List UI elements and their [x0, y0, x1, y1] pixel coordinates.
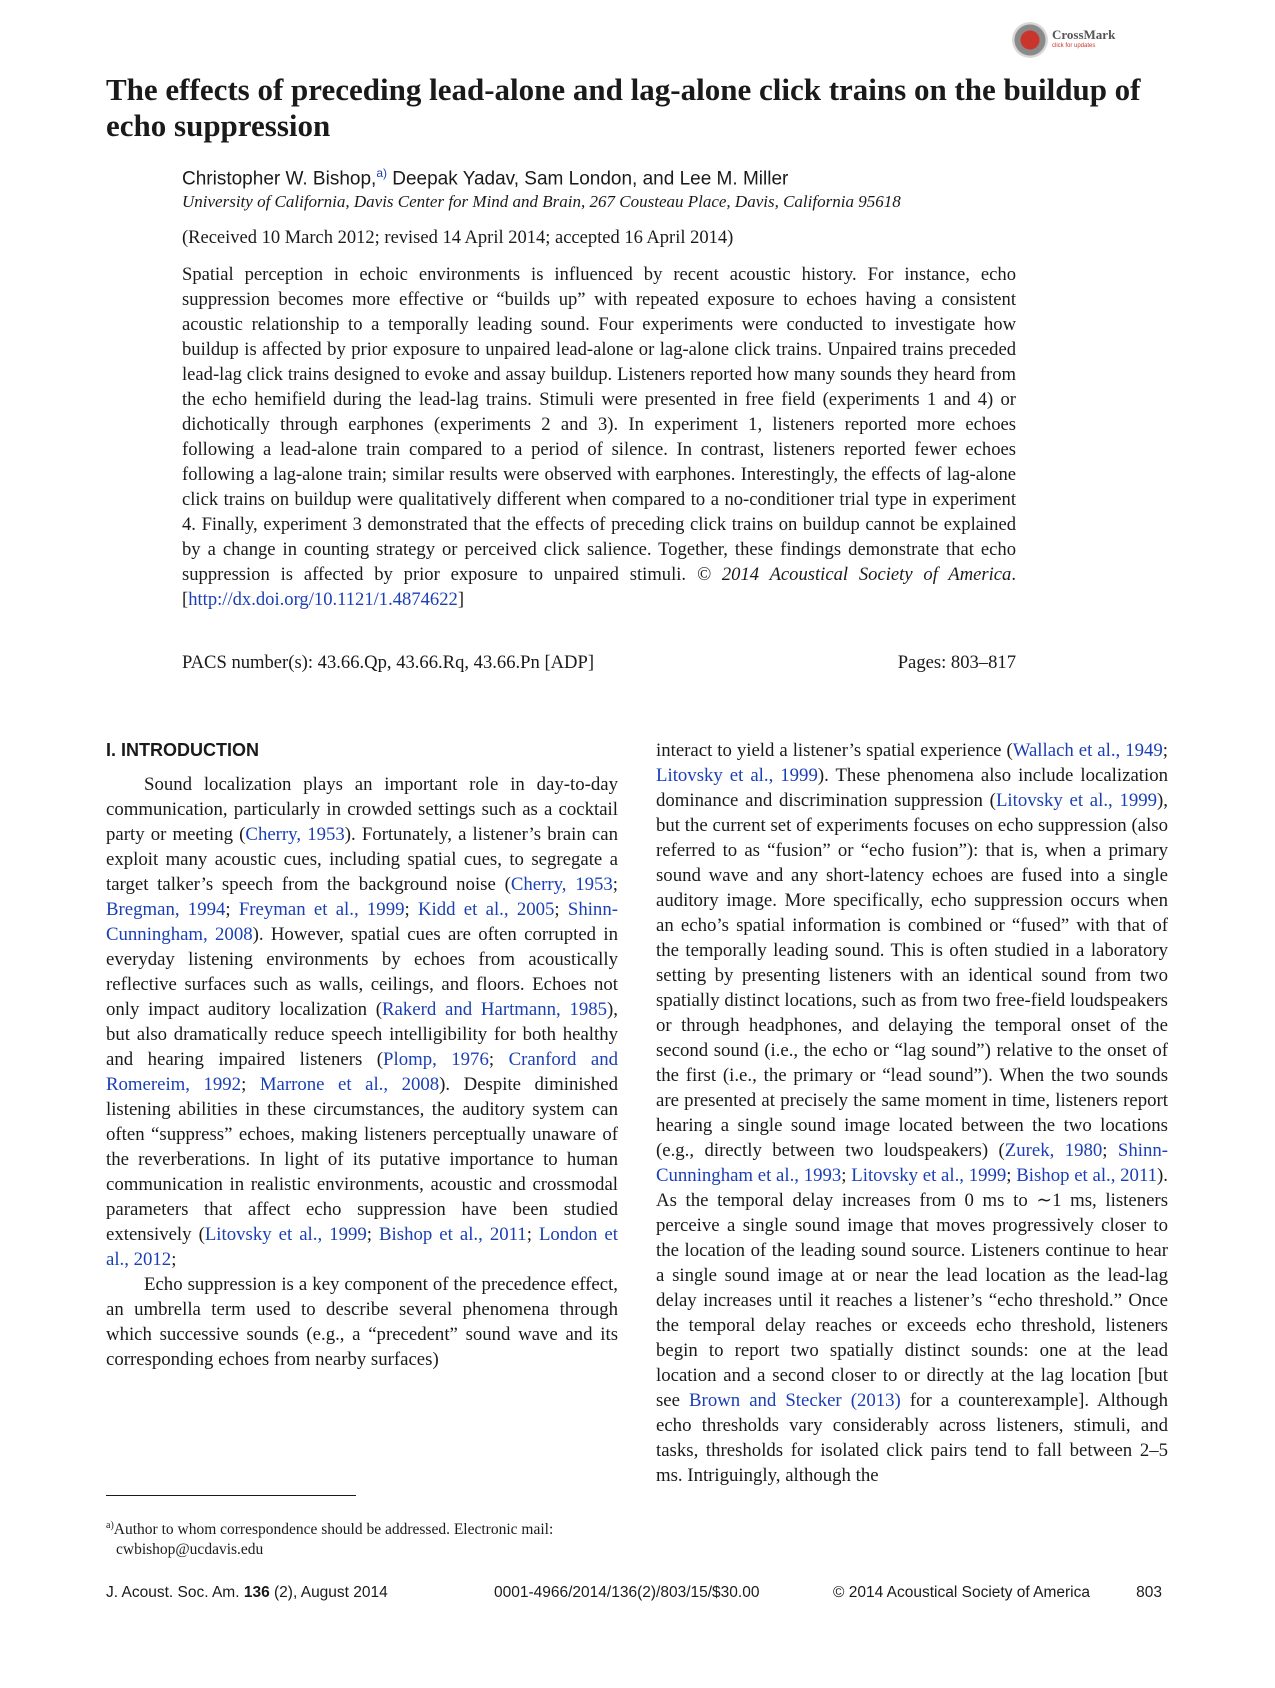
footnote: [106, 1516, 618, 1560]
issn-line: 0001-4966/2014/136(2)/803/15/$30.00: [494, 1584, 760, 1601]
body-text: interact to yield a listener’s spatial experience (: [656, 740, 1013, 761]
footnote-rule: [106, 1495, 356, 1496]
citation-link[interactable]: Litovsky et al., 1999: [995, 790, 1158, 811]
body-text: ;: [1006, 1165, 1017, 1186]
citation-link[interactable]: Bregman, 1994: [106, 899, 226, 920]
body-text: ). These phenomena also include localization dominance and discrimination suppression (: [656, 765, 1168, 811]
body-text: ;: [526, 1224, 539, 1245]
intro-paragraph-1: [106, 772, 618, 1272]
footnote-marker: a): [106, 1520, 114, 1531]
abstract-text: Spatial perception in echoic environments is influenced by recent acoustic history. For instance, echo suppression becomes more effective or “builds up” with repeated exposure to echoes having a consistent acoustic relationship to a temporally leading sound. Four experiments were conducted to investigate how buildup is affected by prior exposure to unpaired lead-alone or lag-alone click trains. Unpaired trains preceded lead-lag click trains designed to evoke and assay buildup. Listeners reported how many sounds they heard from the echo hemifield during the lead-lag trains. Stimuli were presented in free field (experiments 1 and 4) or dichotically through earphones (experiments 2 and 3). In experiment 1, listeners reported more echoes following a lead-alone train compared to a period of silence. In contrast, listeners reported fewer echoes following a lag-alone train; similar results were observed with earphones. Interestingly, the effects of lag-alone click trains on buildup were qualitatively different when compared to a no-conditioner trial type in experiment 4. Finally, experiment 3 demonstrated that the effects of preceding click trains on buildup cannot be explained by a change in counting strategy or perceived click salience. Together, these findings demonstrate that echo suppression is affected by prior exposure to unpaired stimuli.: [182, 264, 1016, 585]
doi-open: . [: [182, 564, 1017, 610]
crossmark-icon: [1012, 22, 1048, 58]
citation-link[interactable]: Cranford and Romereim, 1992: [106, 1049, 618, 1095]
intro-paragraph-2: Echo suppression is a key component of the precedence effect, an umbrella term used to describe several phenomena through which successive sounds (e.g., a “precedent” sound wave and its corresponding echoes from nearby surfaces): [106, 1274, 618, 1370]
body-text: ), but the current set of experiments focuses on echo suppression (also referred to as “fusion” or “echo fusion”): that is, when a primary sound wave and any short-latency echoes are fused into a single auditory image. More specifically, echo suppression occurs when an echo’s spatial information is combined or “fused” with that of the temporally leading sound. This is often studied in a laboratory setting by presenting listeners with an identical sound from two spatially distinct locations, such as from two free-field loudspeakers or through headphones, and delaying the temporal onset of the second sound (i.e., the echo or “lag sound”) relative to the onset of the first (i.e., the primary or “lead sound”). When the two sounds are presented at precisely the same moment in time, listeners report hearing a single sound image located between the two locations (e.g., directly between two loudspeakers) (: [656, 790, 1168, 1161]
footer-copyright: © 2014 Acoustical Society of America: [833, 1584, 1090, 1601]
body-text: ;: [1162, 740, 1168, 761]
journal-name: J. Acoust. Soc. Am.: [106, 1584, 244, 1601]
footnote-email[interactable]: cwbishop@ucdavis.edu: [116, 1541, 264, 1559]
body-text: for a counterexample]. Although echo thresholds vary considerably across listeners, stimuli, and tasks, thresholds for isolated click pairs tend to fall between 2–5 ms. Intriguingly, although the: [656, 1390, 1168, 1486]
doi-link[interactable]: http://dx.doi.org/10.1121/1.4874622: [188, 589, 458, 610]
body-text: ), but also dramatically reduce speech intelligibility for both healthy and hearing impaired listeners (: [106, 999, 618, 1070]
citation-link[interactable]: Zurek, 1980: [1004, 1140, 1103, 1161]
abstract: [182, 262, 1016, 612]
citation-link[interactable]: Litovsky et al., 1999: [656, 765, 818, 786]
citation-link[interactable]: Kidd et al., 2005: [417, 899, 555, 920]
right-column: [656, 738, 1168, 1488]
body-text: ). Fortunately, a listener’s brain can exploit many acoustic cues, including spatial cues, to segregate a target talker’s speech from the background noise (: [106, 824, 618, 895]
citation-link[interactable]: Shinn-Cunningham et al., 1993: [656, 1140, 1168, 1186]
crossmark-badge[interactable]: [1012, 22, 1122, 62]
citation-link[interactable]: Brown and Stecker (2013): [689, 1390, 901, 1411]
body-text: Sound localization plays an important role in day-to-day communication, particularly in crowded settings such as a cocktail party or meeting (: [106, 774, 618, 845]
citation-link[interactable]: Bishop et al., 2011: [1016, 1165, 1158, 1186]
citation-link[interactable]: Wallach et al., 1949: [1012, 740, 1163, 761]
citation-link[interactable]: Marrone et al., 2008: [259, 1074, 440, 1095]
abstract-copyright: © 2014 Acoustical Society of America: [696, 564, 1012, 585]
journal-volume: 136: [243, 1584, 270, 1601]
page-number: 803: [1136, 1584, 1162, 1601]
body-text: ;: [554, 899, 568, 920]
section-heading-introduction: I. INTRODUCTION: [106, 740, 259, 760]
crossmark-sublabel: click for updates: [1052, 43, 1096, 49]
author-list: [182, 166, 788, 190]
intro-paragraph-2-continued: [656, 738, 1168, 1488]
affiliation: University of California, Davis Center for Mind and Brain, 267 Cousteau Place, Davis, California 95618: [182, 192, 901, 211]
body-text: ;: [171, 1249, 177, 1270]
body-text: ;: [225, 899, 239, 920]
citation-link[interactable]: Litovsky et al., 1999: [851, 1165, 1007, 1186]
body-text: ;: [241, 1074, 260, 1095]
citation-link[interactable]: London et al., 2012: [106, 1224, 618, 1270]
body-text: ;: [366, 1224, 380, 1245]
page-footer: [106, 1584, 1162, 1608]
citation-link[interactable]: Freyman et al., 1999: [238, 899, 405, 920]
citation-link[interactable]: Cherry, 1953: [245, 824, 345, 845]
author-footnote-marker[interactable]: a): [376, 166, 387, 180]
body-text: ). As the temporal delay increases from 0 ms to ∼1 ms, listeners perceive a single sound image that moves progressively closer to the location of the leading sound source. Listeners continue to hear a single sound image at or near the lead location as the lead-lag delay increases until it reaches a listener’s “echo threshold.” Once the temporal delay reaches or exceeds echo threshold, listeners begin to report two spatially distinct sounds: one at the lead location and a second closer to or directly at the lag location [but see: [656, 1165, 1168, 1411]
body-text: ;: [612, 874, 618, 895]
body-text: ;: [1102, 1140, 1118, 1161]
body-text: ;: [841, 1165, 852, 1186]
citation-link[interactable]: Rakerd and Hartmann, 1985: [382, 999, 608, 1020]
page-range: Pages: 803–817: [897, 652, 1016, 673]
footnote-text: Author to whom correspondence should be addressed. Electronic mail:: [113, 1521, 554, 1539]
pacs-numbers: PACS number(s): 43.66.Qp, 43.66.Rq, 43.66.Pn [ADP]: [182, 652, 595, 673]
doi-close: ]: [457, 589, 465, 610]
pacs-line: [182, 652, 1016, 674]
citation-link[interactable]: Bishop et al., 2011: [379, 1224, 527, 1245]
body-text: ;: [488, 1049, 509, 1070]
author-rest: Deepak Yadav, Sam London, and Lee M. Miller: [386, 168, 789, 190]
body-text: ). Despite diminished listening abilities in these circumstances, the auditory system can often “suppress” echoes, making listeners perceptually unaware of the reverberations. In light of its putative importance to human communication in realistic environments, acoustic and crossmodal parameters that affect echo suppression have been studied extensively (: [106, 1074, 619, 1245]
received-dates: (Received 10 March 2012; revised 14 April 2014; accepted 16 April 2014): [182, 228, 734, 248]
paper-title: The effects of preceding lead-alone and lag-alone click trains on the buildup of echo suppression: [106, 72, 1141, 143]
body-text: ). However, spatial cues are often corrupted in everyday listening environments by echoes from acoustically reflective surfaces such as walls, ceilings, and floors. Echoes not only impact auditory localization (: [106, 924, 618, 1020]
journal-citation: [106, 1584, 388, 1602]
crossmark-label: CrossMark: [1052, 27, 1116, 42]
citation-link[interactable]: Litovsky et al., 1999: [204, 1224, 367, 1245]
citation-link[interactable]: Cherry, 1953: [510, 874, 613, 895]
body-text: ;: [404, 899, 418, 920]
journal-issue: (2), August 2014: [269, 1584, 388, 1601]
left-column: [106, 738, 618, 1372]
citation-link[interactable]: Shinn-Cunningham, 2008: [106, 899, 618, 945]
author-first: Christopher W. Bishop,: [182, 168, 377, 190]
citation-link[interactable]: Plomp, 1976: [383, 1049, 489, 1070]
